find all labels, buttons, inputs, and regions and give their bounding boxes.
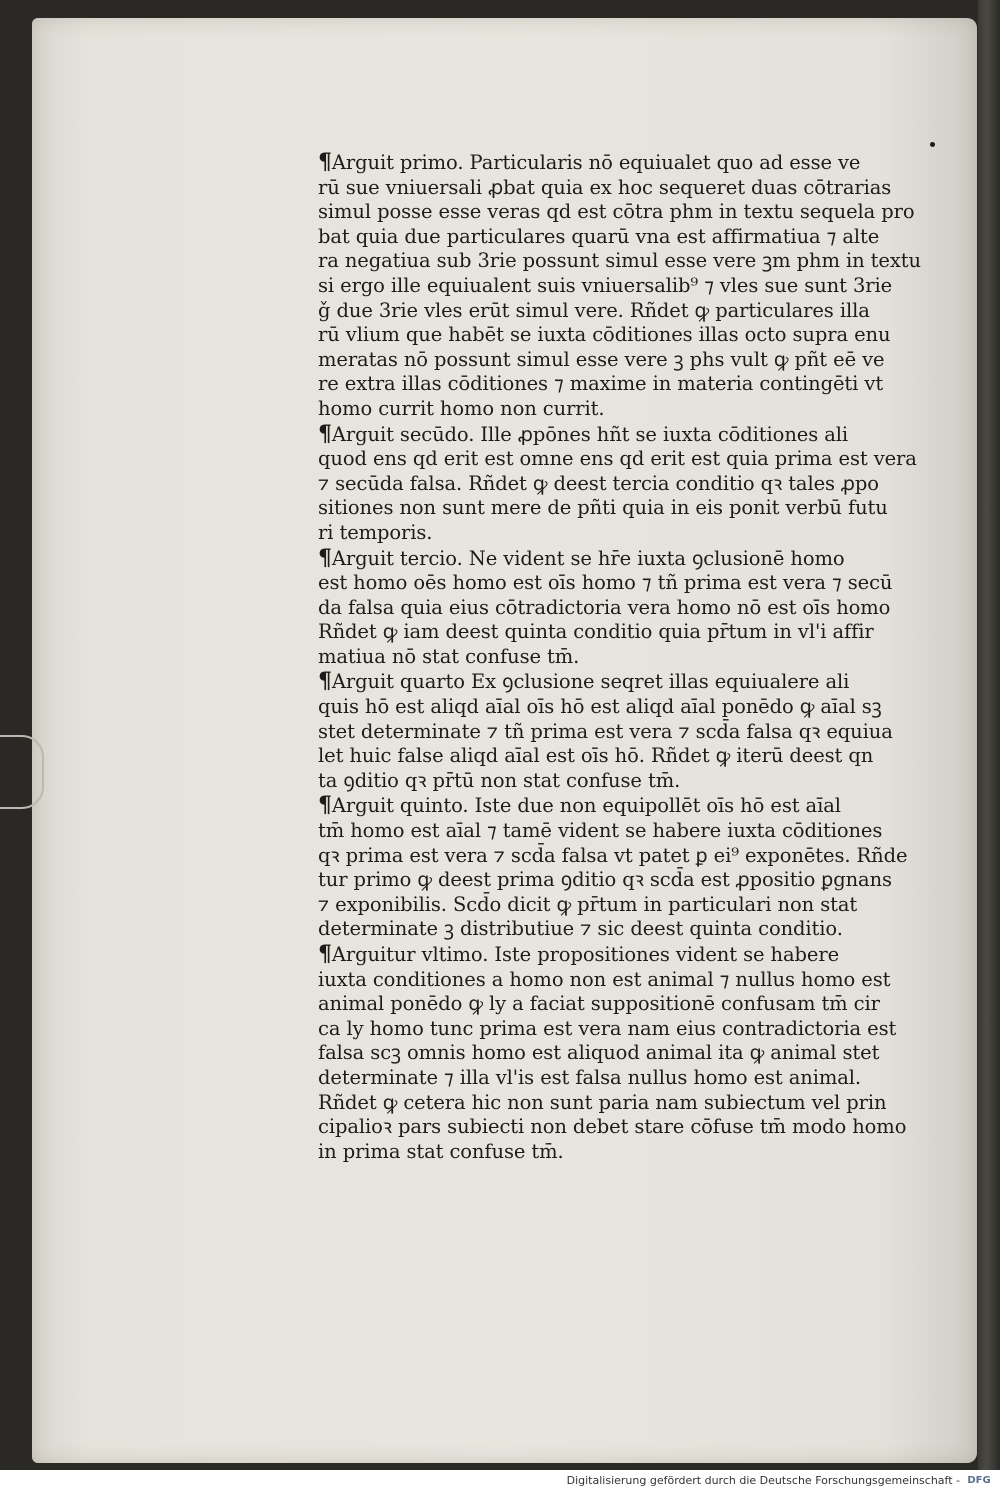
text-line: Rñdet ꝙ iam deest quinta conditio quia pr̄tum in vl'i affir: [318, 620, 874, 644]
text-line: quod ens qd erit est omne ens qd erit est quia prima est vera: [318, 447, 917, 471]
text-line: stet determinate ⁊ tñ prima est vera ⁊ scd̄a falsa qꝛ equiua: [318, 719, 893, 743]
text-line: qꝛ prima est vera ⁊ scd̄a falsa vt patet ꝑ ei⁹ exponētes. Rñde: [318, 843, 908, 867]
text-line: Rñdet ꝙ cetera hic non sunt paria nam subiectum vel prin: [318, 1090, 887, 1114]
pilcrow-icon: ¶: [318, 544, 332, 571]
text-line: rū sue vniuersali ꝓbat quia ex hoc sequeret duas cōtrarias: [318, 175, 892, 199]
text-line: ta ꝯditio qꝛ pr̄tū non stat confuse tm̄.: [318, 768, 681, 792]
text-line: sitiones non sunt mere de pñti quia in eis ponit verbū futu: [318, 496, 888, 520]
paragraph-6: [318, 942, 923, 1164]
paragraph-4: [318, 669, 923, 793]
text-line: ⁊ exponibilis. Scd̄o dicit ꝙ pr̄tum in particulari non stat: [318, 892, 858, 916]
text-line: matiua nō stat confuse tm̄.: [318, 644, 580, 668]
book-edge: [978, 0, 1000, 1470]
ink-dot: [930, 142, 935, 147]
text-line: ǧ due 3rie vles erūt simul vere. Rñdet ꝙ particulares illa: [318, 298, 870, 322]
text-line: re extra illas cōditiones ⁊ maxime in materia contingēti vt: [318, 372, 884, 396]
text-line: let huic false aliqd aīal est oīs hō. Rñdet ꝙ iterū deest qn: [318, 744, 874, 768]
pilcrow-icon: ¶: [318, 668, 332, 695]
dfg-logo-icon: DFG: [967, 1475, 991, 1486]
text-line: homo currit homo non currit.: [318, 396, 605, 420]
paragraph-3: [318, 546, 923, 670]
text-line: simul posse esse veras qd est cōtra phm in textu sequela pro: [318, 200, 915, 224]
text-line: meratas nō possunt simul esse vere ꝫ phs vult ꝙ pñt eē ve: [318, 347, 885, 371]
paragraph-1: [318, 150, 923, 422]
text-line: cipalioꝛ pars subiecti non debet stare cōfuse tm̄ modo homo: [318, 1115, 907, 1139]
text-column: [318, 150, 923, 1164]
text-line: Arguit secūdo. Ille ꝓpōnes hñt se iuxta cōditiones ali: [331, 422, 849, 446]
paragraph-5: [318, 793, 923, 942]
funding-credit: Digitalisierung gefördert durch die Deutsche Forschungsgemeinschaft -: [566, 1474, 960, 1487]
text-line: in prima stat confuse tm̄.: [318, 1139, 564, 1163]
text-line: ri temporis.: [318, 520, 433, 544]
text-line: falsa scꝫ omnis homo est aliquod animal ita ꝙ animal stet: [318, 1041, 880, 1065]
pilcrow-icon: ¶: [318, 420, 332, 447]
pilcrow-icon: ¶: [318, 149, 332, 175]
text-line: Arguit tercio. Ne vident se hr̄e iuxta ꝯclusionē homo: [331, 546, 845, 570]
text-line: tur primo ꝙ deest prima ꝯditio qꝛ scd̄a est ꝓpositio ꝑgnans: [318, 868, 892, 892]
text-line: determinate ꝫ distributiue ⁊ sic deest quinta conditio.: [318, 917, 843, 941]
text-line: ca ly homo tunc prima est vera nam eius contradictoria est: [318, 1016, 897, 1040]
text-line: Arguit quarto Ex ꝯclusione seqret illas equiualere ali: [331, 670, 850, 694]
text-line: si ergo ille equiualent suis vniuersalib⁹ ⁊ vles sue sunt 3rie: [318, 273, 893, 297]
text-line: animal ponēdo ꝙ ly a faciat suppositionē confusam tm̄ cir: [318, 992, 880, 1016]
text-line: determinate ⁊ illa vl'is est falsa nullus homo est animal.: [318, 1065, 862, 1089]
text-line: ra negatiua sub 3rie possunt simul esse vere ꝫm phm in textu: [318, 249, 921, 273]
text-line: bat quia due particulares quarū vna est affirmatiua ⁊ alte: [318, 224, 880, 248]
page-clip-mark: [0, 735, 44, 809]
pilcrow-icon: ¶: [318, 792, 332, 819]
text-line: iuxta conditiones a homo non est animal ⁊ nullus homo est: [318, 967, 891, 991]
text-line: Arguitur vltimo. Iste propositiones vident se habere: [331, 943, 840, 966]
text-line: rū vlium que habēt se iuxta cōditiones illas octo supra enu: [318, 323, 891, 347]
text-line: Arguit primo. Particularis nō equiualet quo ad esse ve: [331, 151, 861, 174]
footer-bar: [0, 1470, 1000, 1493]
text-line: est homo oēs homo est oīs homo ⁊ tñ prima est vera ⁊ secū: [318, 571, 893, 595]
text-line: tm̄ homo est aīal ⁊ tamē vident se habere iuxta cōditiones: [318, 819, 883, 843]
paragraph-2: [318, 422, 923, 546]
pilcrow-icon: ¶: [318, 941, 332, 967]
text-line: Arguit quinto. Iste due non equipollēt oīs hō est aīal: [331, 794, 841, 818]
text-line: quis hō est aliqd aīal oīs hō est aliqd aīal ponēdo ꝙ aīal sꝫ: [318, 695, 882, 719]
text-line: da falsa quia eius cōtradictoria vera homo nō est oīs homo: [318, 595, 891, 619]
text-line: ⁊ secūda falsa. Rñdet ꝙ deest tercia conditio qꝛ tales ꝓpo: [318, 471, 879, 495]
